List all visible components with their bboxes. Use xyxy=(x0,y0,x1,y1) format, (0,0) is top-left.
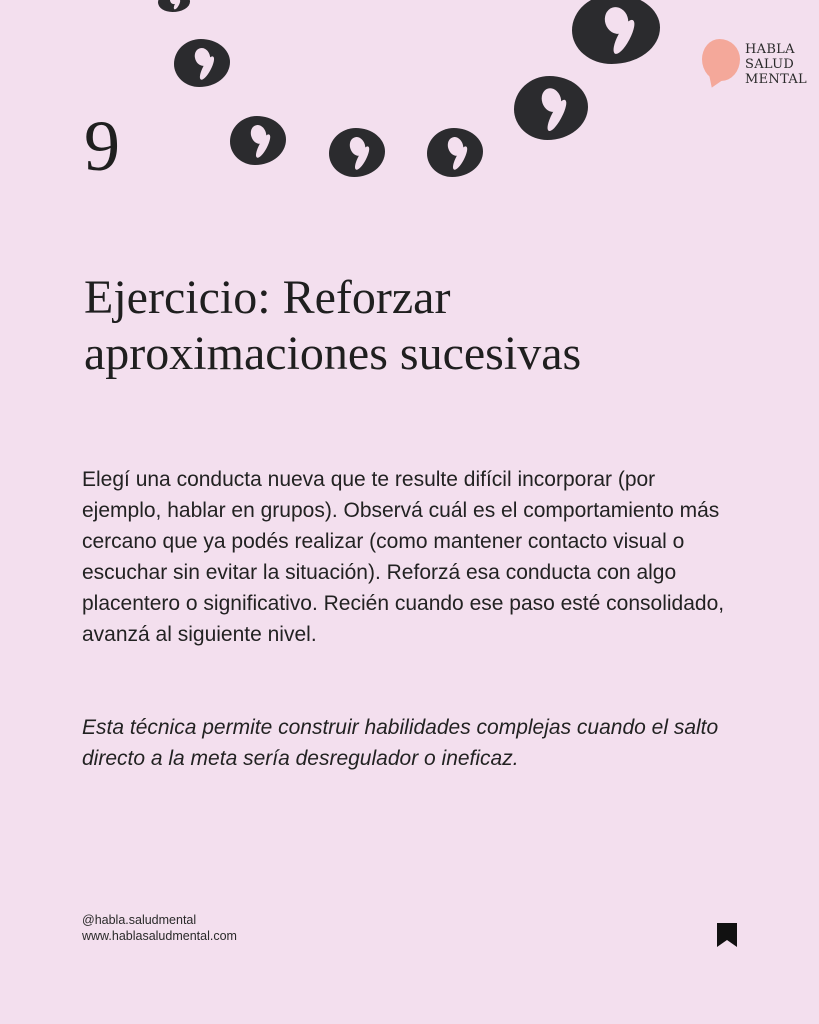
brand-logo xyxy=(702,36,814,88)
slide-number: 9 xyxy=(84,106,120,186)
website-link[interactable]: www.hablasaludmental.com xyxy=(82,929,237,943)
speech-bubble-icon xyxy=(702,39,740,81)
decorative-blob-icon xyxy=(329,128,385,177)
body-paragraph: Elegí una conducta nueva que te resulte difícil incorporar (por ejemplo, hablar en grupos). Observá cuál es el comportamiento más cercano que ya podés realizar (como mantener contacto visual o escuchar sin evitar la situación). Reforzá esa conducta con algo placentero o significativo. Recién cuando ese paso esté consolidado, avanzá al siguiente nivel. xyxy=(82,468,725,646)
page-title: Ejercicio: Reforzar aproximaciones sucesivas xyxy=(84,271,582,380)
decorative-blob-icon xyxy=(230,116,286,165)
note-paragraph: Esta técnica permite construir habilidades complejas cuando el salto directo a la meta sería desregulador o ineficaz. xyxy=(82,716,719,770)
decorative-blob-icon xyxy=(427,128,483,177)
decorative-blob-icon xyxy=(174,39,230,87)
social-handle: @habla.saludmental xyxy=(82,913,197,927)
footer xyxy=(82,912,237,944)
decorative-blob-icon xyxy=(158,0,190,12)
decorative-blob-icon xyxy=(514,76,588,140)
logo-text: HABLA SALUD MENTAL xyxy=(745,42,807,87)
decorative-blob-icon xyxy=(572,0,660,64)
bookmark-icon[interactable] xyxy=(716,922,738,948)
